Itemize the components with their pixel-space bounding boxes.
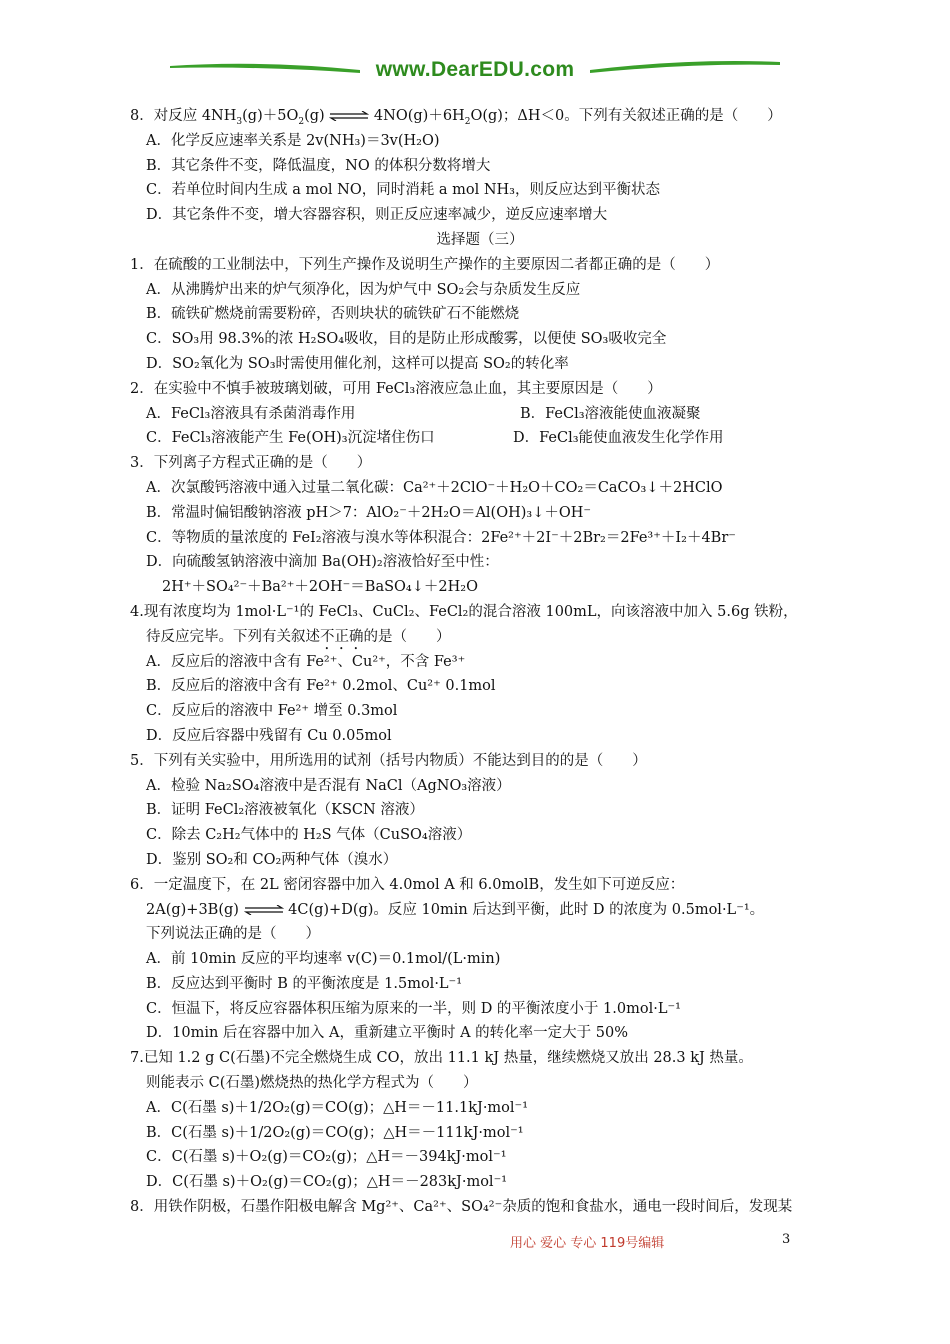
q4-option-a: A．反应后的溶液中含有 Fe²⁺、Cu²⁺，不含 Fe³⁺ [146, 653, 466, 670]
q3-option-a: A．次氯酸钙溶液中通入过量二氧化碳：Ca²⁺＋2ClO⁻＋H₂O＋CO₂＝CaCO₃↓＋2HClO [146, 479, 723, 496]
q2-stem: 2．在实验中不慎手被玻璃划破，可用 FeCl₃溶液应急止血，其主要原因是（ ） [130, 380, 662, 397]
q3-option-d-equation: 2H⁺＋SO₄²⁻＋Ba²⁺＋2OH⁻＝BaSO₄↓＋2H₂O [162, 579, 478, 596]
q8a-option-a: A．化学反应速率关系是 2v(NH₃)＝3v(H₂O) [146, 132, 440, 149]
q2-option-d: D．FeCl₃能使血液发生化学作用 [513, 430, 724, 447]
q7-stem-line2: 则能表示 C(石墨)燃烧热的热化学方程式为（ ） [146, 1075, 478, 1092]
q8a-option-c: C．若单位时间内生成 a mol NO，同时消耗 a mol NH₃，则反应达到平衡状态 [146, 182, 660, 199]
equilibrium-arrow-icon [329, 111, 369, 121]
q7-option-c: C．C(石墨 s)＋O₂(g)＝CO₂(g)；△H＝－394kJ·mol⁻¹ [146, 1149, 507, 1166]
q2-options-row1 [130, 402, 830, 427]
q8a-option-d: D．其它条件不变，增大容器容积，则正反应速率减少，逆反应速率增大 [146, 207, 608, 224]
q3-option-b: B．常温时偏铝酸钠溶液 pH＞7：AlO₂⁻＋2H₂O＝Al(OH)₃↓＋OH⁻ [146, 504, 592, 521]
site-url[interactable]: www.DearEDU.com [375, 58, 575, 81]
q3-option-d: D．向硫酸氢钠溶液中滴加 Ba(OH)₂溶液恰好至中性： [146, 554, 499, 571]
q4-stem-line1: 4.现有浓度均为 1mol·L⁻¹的 FeCl₃、CuCl₂、FeCl₂的混合溶液 100mL，向该溶液中加入 5.6g 铁粉， [130, 603, 798, 620]
q3-option-c: C．等物质的量浓度的 FeI₂溶液与溴水等体积混合：2Fe²⁺＋2I⁻＋2Br₂＝2Fe³⁺＋I₂＋4Br⁻ [146, 529, 736, 546]
q3-stem: 3．下列离子方程式正确的是（ ） [130, 455, 372, 472]
q6-option-b: B．反应达到平衡时 B 的平衡浓度是 1.5mol·L⁻¹ [146, 975, 463, 992]
q7-option-a: A．C(石墨 s)＋1/2O₂(g)＝CO(g)；△H＝－11.1kJ·mol⁻¹ [146, 1099, 529, 1116]
q1-option-b: B．硫铁矿燃烧前需要粉碎，否则块状的硫铁矿石不能燃烧 [146, 306, 520, 323]
q2-option-b: B．FeCl₃溶液能使血液凝聚 [520, 405, 701, 422]
q1-option-a: A．从沸腾炉出来的炉气须净化，因为炉气中 SO₂会与杂质发生反应 [146, 281, 581, 298]
q2-options-row2 [130, 426, 830, 451]
q4-stem-line2: 待反应完毕。下列有关叙述不正确的是（ ） [146, 628, 451, 645]
q6-option-c: C．恒温下，将反应容器体积压缩为原来的一半，则 D 的平衡浓度小于 1.0mol·L⁻¹ [146, 1000, 681, 1017]
q6-stem-line3: 下列说法正确的是（ ） [146, 926, 320, 943]
section-title: 选择题（三） [436, 231, 524, 248]
q2-option-c: C．FeCl₃溶液能产生 Fe(OH)₃沉淀堵住伤口 [146, 430, 435, 447]
q7-option-b: B．C(石墨 s)＋1/2O₂(g)＝CO(g)；△H＝－111kJ·mol⁻¹ [146, 1124, 524, 1141]
q1-option-c: C．SO₃用 98.3%的浓 H₂SO₄吸收，目的是防止形成酸雾，以便使 SO₃吸收完全 [146, 331, 667, 348]
q8a-option-b: B．其它条件不变，降低温度，NO 的体积分数将增大 [146, 157, 491, 174]
exam-content [130, 104, 830, 1220]
equilibrium-arrow-icon [244, 905, 284, 915]
q5-option-a: A．检验 Na₂SO₄溶液中是否混有 NaCl（AgNO₃溶液） [146, 777, 511, 794]
q1-stem: 1．在硫酸的工业制法中，下列生产操作及说明生产操作的主要原因二者都正确的是（ ） [130, 256, 720, 273]
q6-stem: 6．一定温度下，在 2L 密闭容器中加入 4.0mol A 和 6.0molB，发生如下可逆反应： [130, 876, 685, 893]
q6-equation: 2A(g)+3B(g) 4C(g)+D(g)。反应 10min 后达到平衡，此时 D 的浓度为 0.5mol·L⁻¹。 [146, 901, 765, 918]
q8b-stem: 8．用铁作阴极，石墨作阳极电解含 Mg²⁺、Ca²⁺、SO₄²⁻杂质的饱和食盐水，通电一段时间后，发现某 [130, 1199, 793, 1216]
q7-option-d: D．C(石墨 s)＋O₂(g)＝CO₂(g)；△H＝－283kJ·mol⁻¹ [146, 1174, 508, 1191]
q5-option-c: C．除去 C₂H₂气体中的 H₂S 气体（CuSO₄溶液） [146, 827, 472, 844]
q8a-stem: 8．对反应 $4NH_3(g)+5O_2(g)$ $4NO(g)+6H_2O(g)$；ΔH＜0。下列有关叙述正确的是（ ） [130, 108, 782, 127]
q6-option-a: A．前 10min 反应的平均速率 v(C)＝0.1mol/(L·min) [146, 951, 501, 968]
q1-option-d: D．SO₂氧化为 SO₃时需使用催化剂，这样可以提高 SO₂的转化率 [146, 355, 569, 372]
q2-option-a: A．FeCl₃溶液具有杀菌消毒作用 [146, 405, 356, 422]
q4-emphasis: 不正确 [320, 628, 364, 645]
q7-stem-line1: 7.已知 1.2 g C(石墨)不完全燃烧生成 CO，放出 11.1 kJ 热量，继续燃烧又放出 28.3 kJ 热量。 [130, 1050, 753, 1067]
q5-option-b: B．证明 FeCl₂溶液被氧化（KSCN 溶液） [146, 802, 424, 819]
q5-option-d: D．鉴别 SO₂和 CO₂两种气体（溴水） [146, 851, 398, 868]
page-number: 3 [782, 1232, 791, 1247]
q6-option-d: D．10min 后在容器中加入 A，重新建立平衡时 A 的转化率一定大于 50% [146, 1025, 629, 1042]
q4-option-c: C．反应后的溶液中 Fe²⁺ 增至 0.3mol [146, 703, 398, 720]
footer-note: 用心 爱心 专心 119号编辑 [510, 1236, 665, 1251]
site-banner [170, 52, 780, 92]
q5-stem: 5．下列有关实验中，用所选用的试剂（括号内物质）不能达到目的的是（ ） [130, 752, 647, 769]
q4-option-d: D．反应后容器中残留有 Cu 0.05mol [146, 727, 392, 744]
q4-option-b: B．反应后的溶液中含有 Fe²⁺ 0.2mol、Cu²⁺ 0.1mol [146, 678, 496, 695]
